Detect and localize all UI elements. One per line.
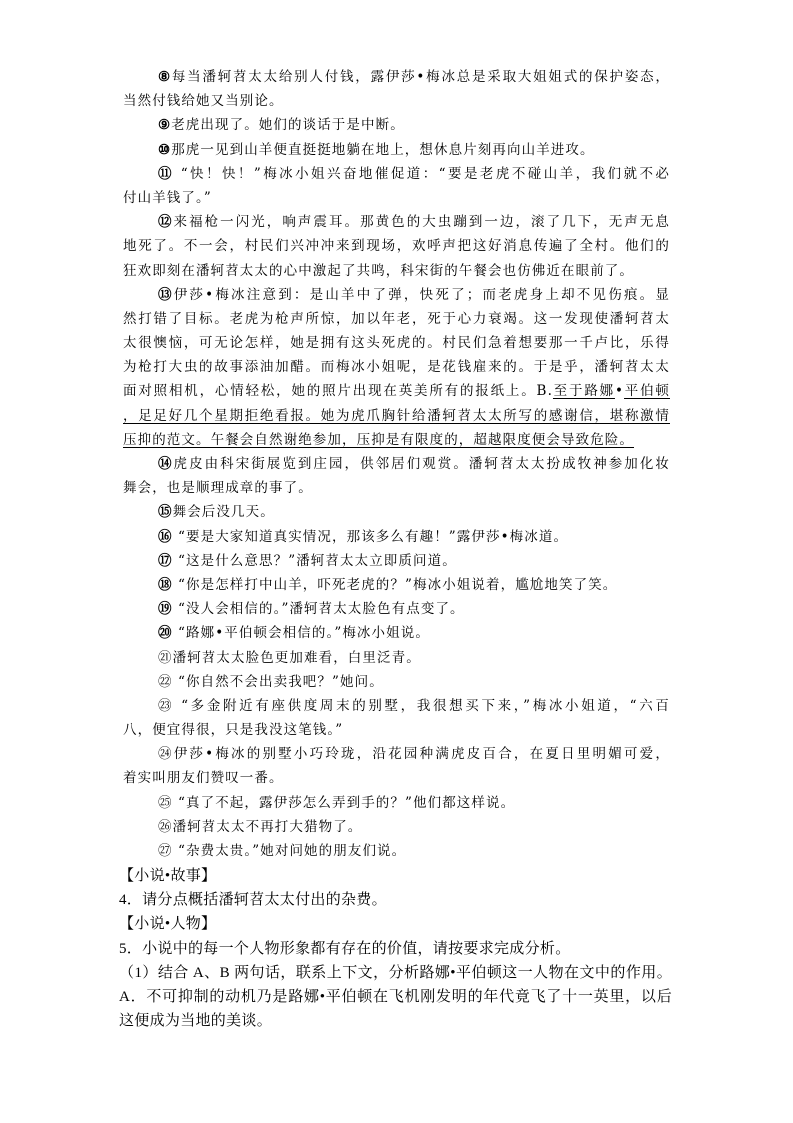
line-text: 虎皮由科宋街展览到庄园，供邻居们观赏。潘轲苕太太扮成牧神参加化妆 — [173, 456, 670, 472]
paragraph-number: ⑲ — [158, 601, 173, 618]
line-text: “你是怎样打中山羊，吓死老虎的？”梅冰小姐说着，尴尬地笑了笑。 — [172, 576, 618, 593]
line-text: “真了不起，露伊莎怎么弄到手的？”他们都这样说。 — [172, 794, 516, 811]
paragraph-12-line-1 — [123, 210, 670, 234]
paragraph-number: ㉑ — [158, 649, 173, 666]
line-text: 舞会，也是顺理成章的事了。 — [123, 480, 313, 497]
paragraph-20-line-1 — [123, 621, 670, 645]
line-text: 八，便宜得很，只是我没这笔钱。” — [123, 722, 344, 739]
line-text: “这是什么意思？”潘轲苕太太立即质问道。 — [172, 552, 457, 569]
paragraph-8-line-2 — [123, 89, 670, 113]
story-text — [123, 65, 670, 863]
paragraph-number: ㉓ — [158, 697, 175, 714]
paragraph-13-line-6 — [123, 404, 670, 428]
line-text: 那虎一见到山羊便直挺挺地躺在地上，想休息片刻再向山羊进攻。 — [171, 141, 595, 158]
paragraph-11-line-1 — [123, 162, 670, 186]
paragraph-9-line-1 — [123, 113, 670, 137]
paragraph-12-line-2 — [123, 234, 670, 258]
paragraph-13-line-5 — [123, 379, 670, 403]
paragraph-number: ⑪ — [158, 165, 174, 182]
paragraph-10-line-1 — [123, 138, 670, 162]
paragraph-number: ⑳ — [158, 625, 173, 642]
sentence-a-line-2: 这便成为当地的美谈。 — [119, 1013, 273, 1030]
paragraph-13-line-1 — [123, 283, 670, 307]
line-text: “快！快！”梅冰小姐兴奋地催促道：“要是老虎不碰山羊，我们就不必 — [173, 165, 670, 182]
line-text: • — [614, 383, 625, 400]
line-text: 潘轲苕太太脸色更加难看，白里泛青。 — [172, 649, 421, 666]
line-text: 潘轲苕太太不再打大猎物了。 — [172, 818, 363, 835]
paragraph-number: ⑰ — [158, 552, 173, 569]
paragraph-number: ⑧ — [158, 69, 172, 85]
paragraph-number: ⑬ — [158, 286, 174, 303]
line-text: 舞会后没几天。 — [172, 504, 275, 521]
paragraph-13-line-4 — [123, 355, 670, 379]
line-text: “路娜•平伯顿会相信的。”梅冰小姐说。 — [172, 625, 430, 642]
paragraph-24-line-2 — [123, 766, 670, 790]
line-text: 伊莎•梅冰的别墅小巧玲珑，沿花园种满虎皮百合，在夏日里明媚可爱， — [173, 746, 670, 763]
line-text: 狂欢即刻在潘轲苕太太的心中激起了共鸣，科宋街的午餐会也仿佛近在眼前了。 — [123, 262, 634, 279]
paragraph-12-line-3 — [123, 259, 670, 283]
line-text: 老虎出现了。她们的谈话于是中断。 — [171, 117, 405, 134]
underlined-sentence-b: 压抑的范文。午餐会自然谢绝参加，压抑是有限度的，超越限度便会导致危险。 — [123, 431, 634, 448]
paragraph-number: ⑩ — [158, 141, 172, 158]
paragraph-14-line-2 — [123, 476, 670, 500]
section-heading-character: 【小说•人物】 — [119, 916, 217, 933]
line-text: “杂费太贵。”她对问她的朋友们说。 — [172, 843, 407, 859]
underlined-sentence-b: 平伯顿 — [624, 383, 670, 400]
paragraph-number: ⑭ — [158, 456, 174, 472]
paragraph-27-line-1 — [123, 839, 670, 863]
paragraph-number: ⑱ — [158, 576, 173, 593]
paragraph-13-line-2 — [123, 307, 670, 331]
paragraph-21-line-1 — [123, 646, 670, 670]
paragraph-number: ㉕ — [158, 794, 173, 811]
paragraph-8-line-1 — [123, 65, 670, 89]
paragraph-22-line-1 — [123, 670, 670, 694]
paragraph-15-line-1 — [123, 500, 670, 524]
paragraph-18-line-1 — [123, 573, 670, 597]
paragraph-number: ㉗ — [158, 843, 173, 859]
paragraph-17-line-1 — [123, 549, 670, 573]
line-text: “要是大家知道真实情况，那该多么有趣！”露伊莎•梅冰道。 — [172, 528, 569, 545]
line-text: 为枪打大虫的故事添油加醋。而梅冰小姐呢，是花钱雇来的。于是乎，潘轲苕太太 — [123, 359, 670, 376]
paragraph-number: ⑨ — [158, 117, 172, 134]
paragraph-number: ㉖ — [158, 818, 173, 835]
line-text: 太很懊恼，可无论怎样，她是拥有这头死虎的。村民们急着想要那一千卢比，乐得 — [123, 335, 670, 352]
paragraph-14-line-1 — [123, 452, 670, 476]
line-text: 付山羊钱了。” — [123, 189, 212, 206]
line-text: 当然付钱给她又当别论。 — [123, 93, 284, 110]
section-heading-story: 【小说•故事】 — [119, 868, 217, 884]
paragraph-16-line-1 — [123, 525, 670, 549]
paragraph-13-line-7 — [123, 428, 670, 452]
question-5-part-1: （1）结合 A、B 两句话，联系上下文，分析路娜•平伯顿这一人物在文中的作用。 — [119, 964, 672, 981]
paragraph-number: ㉔ — [158, 746, 174, 763]
paragraph-11-line-2 — [123, 186, 670, 210]
paragraph-number: ⑯ — [158, 528, 173, 545]
line-text: 伊莎•梅冰注意到：是山羊中了弹，快死了；而老虎身上却不见伤痕。显 — [173, 286, 670, 303]
paragraph-13-line-3 — [123, 331, 670, 355]
paragraph-number: ⑮ — [158, 504, 173, 521]
line-text: “你自然不会出卖我吧？”她问。 — [172, 673, 384, 690]
question-4: 4．请分点概括潘轲苕太太付出的杂费。 — [119, 892, 387, 909]
question-5: 5．小说中的每一个人物形象都有存在的价值，请按要求完成分析。 — [119, 940, 571, 957]
underlined-sentence-b: 至于路娜 — [552, 383, 615, 400]
paragraph-23-line-2 — [123, 718, 670, 742]
paragraph-25-line-1 — [123, 791, 670, 815]
line-text: “多金附近有座供度周末的别墅，我很想买下来，”梅冰小姐道，“六百 — [174, 697, 670, 714]
paragraph-number: ⑫ — [158, 214, 174, 231]
line-text: 来福枪一闪光，响声震耳。那黄色的大虫蹦到一边，滚了几下，无声无息 — [173, 214, 670, 231]
paragraph-19-line-1 — [123, 597, 670, 621]
paragraph-23-line-1 — [123, 694, 670, 718]
line-text: 面对照相机，心情轻松，她的照片出现在英美所有的报纸上。B. — [123, 383, 553, 400]
line-text: 着实叫朋友们赞叹一番。 — [123, 770, 284, 787]
line-text: 地死了。不一会，村民们兴冲冲来到现场，欢呼声把这好消息传遍了全村。他们的 — [123, 238, 670, 255]
paragraph-26-line-1 — [123, 815, 670, 839]
questions-section — [119, 864, 672, 1033]
line-text: “没人会相信的。”潘轲苕太太脸色有点变了。 — [172, 601, 465, 618]
sentence-a-line-1: A．不可抑制的动机乃是路娜•平伯顿在飞机刚发明的年代竟飞了十一英里，以后 — [119, 988, 672, 1005]
line-text: 然打错了目标。老虎为枪声所惊，加以年老，死于心力衰竭。这一发现使潘轲苕太 — [123, 310, 670, 327]
paragraph-24-line-1 — [123, 742, 670, 766]
underlined-sentence-b: ，足足好几个星期拒绝看报。她为虎爪胸针给潘轲苕太太所写的感谢信，堪称激情 — [123, 407, 670, 424]
paragraph-number: ㉒ — [158, 673, 173, 690]
line-text: 每当潘轲苕太太给别人付钱，露伊莎•梅冰总是采取大姐姐式的保护姿态， — [171, 69, 671, 85]
